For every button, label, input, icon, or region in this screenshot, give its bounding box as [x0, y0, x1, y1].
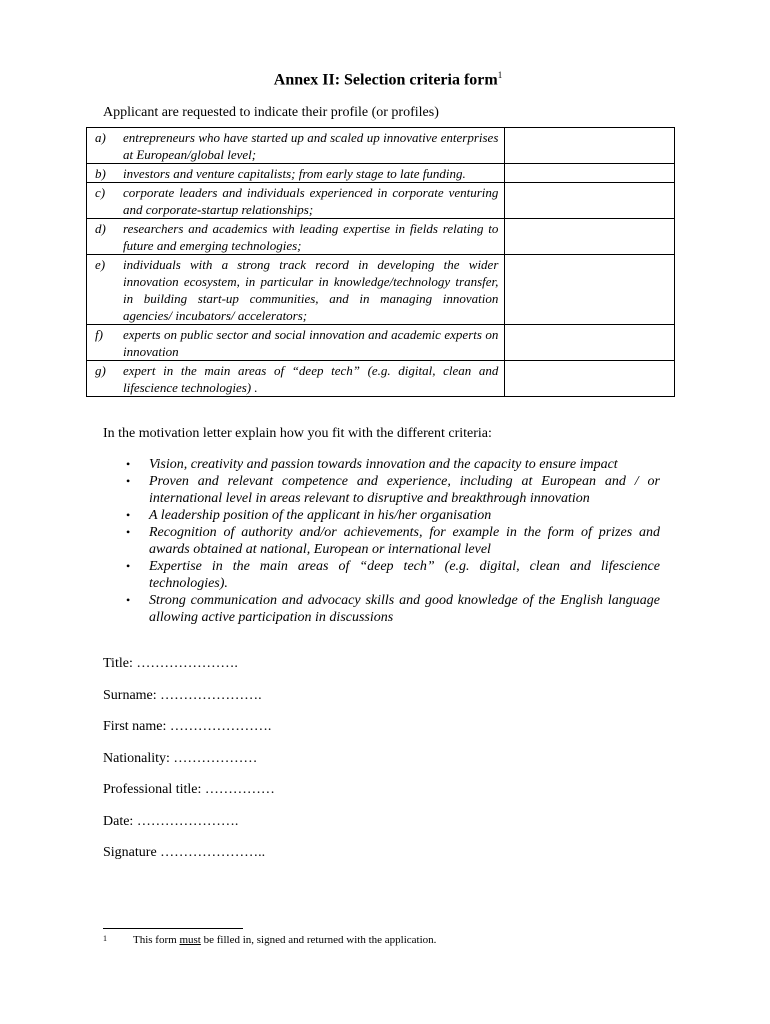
profile-letter: c)	[95, 185, 106, 200]
bullet-icon: •	[126, 457, 131, 471]
criteria-list	[124, 456, 660, 626]
profile-row-b	[87, 164, 675, 183]
profile-text: researchers and academics with leading expertise in fields relating to future and emerging technologies;	[123, 221, 499, 253]
bullet-icon: •	[126, 593, 131, 607]
profile-text: expert in the main areas of “deep tech” (e.g. digital, clean and lifescience technologies) .	[123, 363, 499, 395]
profile-checkbox-cell[interactable]	[505, 325, 675, 361]
profile-text: investors and venture capitalists; from early stage to late funding.	[123, 166, 466, 181]
title-footnote-ref: 1	[497, 70, 503, 80]
footnote-number: 1	[103, 934, 107, 943]
criteria-item: • Vision, creativity and passion towards innovation and the capacity to ensure impact	[126, 457, 618, 472]
signature-field[interactable]: Signature …………………..	[103, 845, 266, 860]
bullet-icon: •	[126, 559, 131, 573]
criteria-item: • A leadership position of the applicant in his/her organisation	[126, 508, 492, 523]
profile-row-f	[87, 325, 675, 361]
first-name-field[interactable]: First name: ………………….	[103, 719, 272, 734]
bullet-icon: •	[126, 508, 131, 522]
profile-row-e	[87, 255, 675, 325]
criteria-item: • Recognition of authority and/or achievements, for example in the form of prizes and awards obtained at national, European or international level	[126, 525, 660, 557]
bullet-icon: •	[126, 474, 131, 488]
profile-row-c	[87, 183, 675, 219]
date-field[interactable]: Date: ………………….	[103, 814, 239, 829]
profile-checkbox-cell[interactable]	[505, 255, 675, 325]
profile-letter: d)	[95, 221, 106, 236]
criteria-item: • Proven and relevant competence and experience, including at European and / or international level in areas relevant to disruptive and breakthrough innovation	[126, 474, 660, 506]
profile-letter: e)	[95, 257, 106, 272]
bullet-icon: •	[126, 525, 131, 539]
title-field[interactable]: Title: ………………….	[103, 656, 238, 671]
intro-text: Applicant are requested to indicate their profile (or profiles)	[103, 105, 439, 120]
profile-text: individuals with a strong track record in developing the wider innovation ecosystem, in particular in knowledge/technology transfer, in building start-up communities, and in managing innovation agencies/ incubators/ accelerators;	[123, 257, 499, 323]
profile-text: corporate leaders and individuals experienced in corporate venturing and corporate-startup relationships;	[123, 185, 499, 217]
profile-text: experts on public sector and social innovation and academic experts on innovation	[123, 327, 499, 359]
profile-table	[86, 127, 675, 397]
profile-text: entrepreneurs who have started up and scaled up innovative enterprises at European/global level;	[123, 130, 499, 162]
criteria-item: • Expertise in the main areas of “deep tech” (e.g. digital, clean and lifescience technologies).	[126, 559, 660, 591]
footnote-divider	[103, 928, 243, 929]
profile-checkbox-cell[interactable]	[505, 361, 675, 397]
page-title	[0, 70, 770, 89]
title-text: Annex II: Selection criteria form	[273, 71, 498, 89]
professional-title-field[interactable]: Professional title: ……………	[103, 782, 275, 797]
surname-field[interactable]: Surname: ………………….	[103, 688, 262, 703]
profile-letter: g)	[95, 363, 106, 378]
footnote: 1 This form must be filled in, signed and returned with the application.	[103, 934, 437, 946]
profile-checkbox-cell[interactable]	[505, 128, 675, 164]
motivation-text: In the motivation letter explain how you fit with the different criteria:	[103, 426, 492, 441]
profile-checkbox-cell[interactable]	[505, 164, 675, 183]
profile-checkbox-cell[interactable]	[505, 219, 675, 255]
profile-row-g	[87, 361, 675, 397]
profile-letter: a)	[95, 130, 106, 145]
footnote-emphasis: must	[179, 934, 201, 946]
profile-checkbox-cell[interactable]	[505, 183, 675, 219]
profile-letter: f)	[95, 327, 103, 342]
nationality-field[interactable]: Nationality: ………………	[103, 751, 258, 766]
profile-letter: b)	[95, 166, 106, 181]
criteria-item: • Strong communication and advocacy skills and good knowledge of the English language allowing active participation in discussions	[126, 593, 660, 625]
profile-row-a	[87, 128, 675, 164]
profile-row-d	[87, 219, 675, 255]
